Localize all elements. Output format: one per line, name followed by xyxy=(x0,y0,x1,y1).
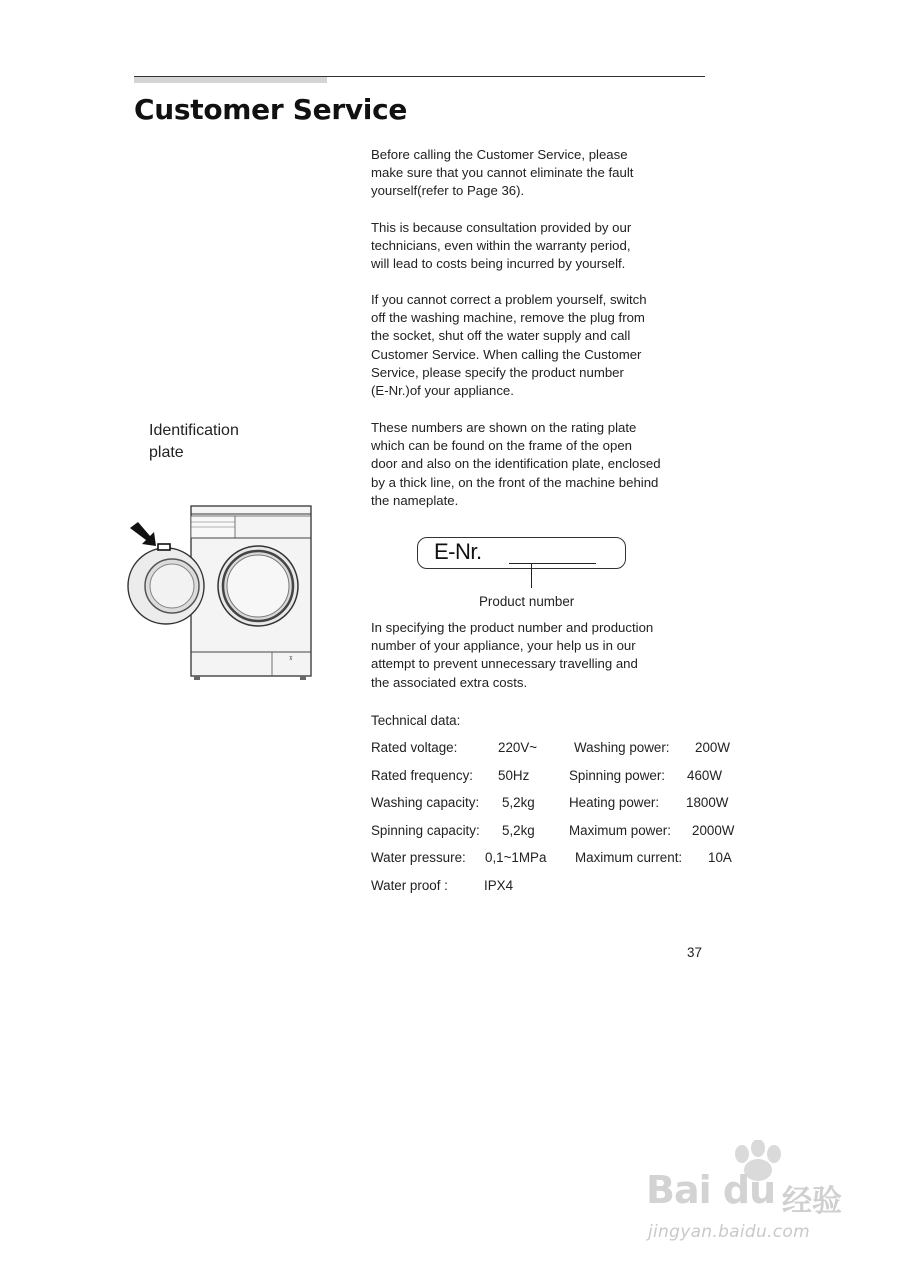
spec-label: Water pressure: xyxy=(371,850,466,865)
svg-text:⊼: ⊼ xyxy=(289,656,293,662)
spec-value: 1800W xyxy=(686,795,729,810)
spec-label: Water proof : xyxy=(371,878,448,893)
spec-value: 0,1~1MPa xyxy=(485,850,547,865)
spec-value: IPX4 xyxy=(484,878,514,893)
spec-label: Spinning power: xyxy=(569,768,666,783)
spec-value: 220V~ xyxy=(498,740,538,755)
spec-label: Maximum power: xyxy=(569,823,671,838)
identification-plate xyxy=(158,544,170,550)
paragraph-before-calling: Before calling the Customer Service, please make sure that you cannot eliminate the fault yourself(refer to Page 36). xyxy=(371,147,634,199)
header-accent-bar xyxy=(134,77,327,83)
spec-label: Rated frequency: xyxy=(371,768,473,783)
paragraph-consultation-costs: This is because consultation provided by our technicians, even within the warranty period, will lead to costs being incurred by yourself. xyxy=(371,220,632,272)
spec-label: Spinning capacity: xyxy=(371,823,480,838)
page-title: Customer Service xyxy=(134,93,408,126)
spec-label: Maximum current: xyxy=(575,850,683,865)
watermark-brand: Bai du xyxy=(646,1168,776,1212)
spec-value: 50Hz xyxy=(498,768,530,783)
enr-label: E-Nr. xyxy=(434,539,482,564)
paragraph-rating-plate: These numbers are shown on the rating plate which can be found on the frame of the open door and also on the identification plate, enclosed by a thick line, on the front of the machine behind the nameplate. xyxy=(371,420,661,508)
product-number-caption: Product number xyxy=(479,594,575,609)
spec-value: 5,2kg xyxy=(502,795,535,810)
spec-value: 2000W xyxy=(692,823,735,838)
spec-label: Washing power: xyxy=(574,740,670,755)
paragraph-switch-off: If you cannot correct a problem yourself, switch off the washing machine, remove the plug from the socket, shut off the water supply and call Customer Service. When calling the Customer Service, please specify the product number (E-Nr.)of your appliance. xyxy=(371,292,647,399)
spec-label: Heating power: xyxy=(569,795,660,810)
watermark-cn: 经验 xyxy=(782,1184,842,1219)
washing-machine-illustration xyxy=(124,500,324,685)
pointer-arrow-icon xyxy=(130,522,156,546)
spec-label: Rated voltage: xyxy=(371,740,458,755)
spec-value: 460W xyxy=(687,768,722,783)
watermark-url: jingyan.baidu.com xyxy=(648,1222,810,1242)
page-number: 37 xyxy=(687,945,702,960)
spec-label: Washing capacity: xyxy=(371,795,480,810)
spec-value: 200W xyxy=(695,740,730,755)
paragraph-specifying: In specifying the product number and production number of your appliance, your help us in our attempt to prevent unnecessary travelling and the associated extra costs. xyxy=(371,620,654,690)
technical-data-title: Technical data: xyxy=(371,713,461,728)
enr-pointer-line xyxy=(531,564,532,588)
identification-plate-label: Identification plate xyxy=(149,422,239,461)
spec-value: 10A xyxy=(708,850,732,865)
enr-blank-line xyxy=(509,563,596,564)
spec-value: 5,2kg xyxy=(502,823,535,838)
